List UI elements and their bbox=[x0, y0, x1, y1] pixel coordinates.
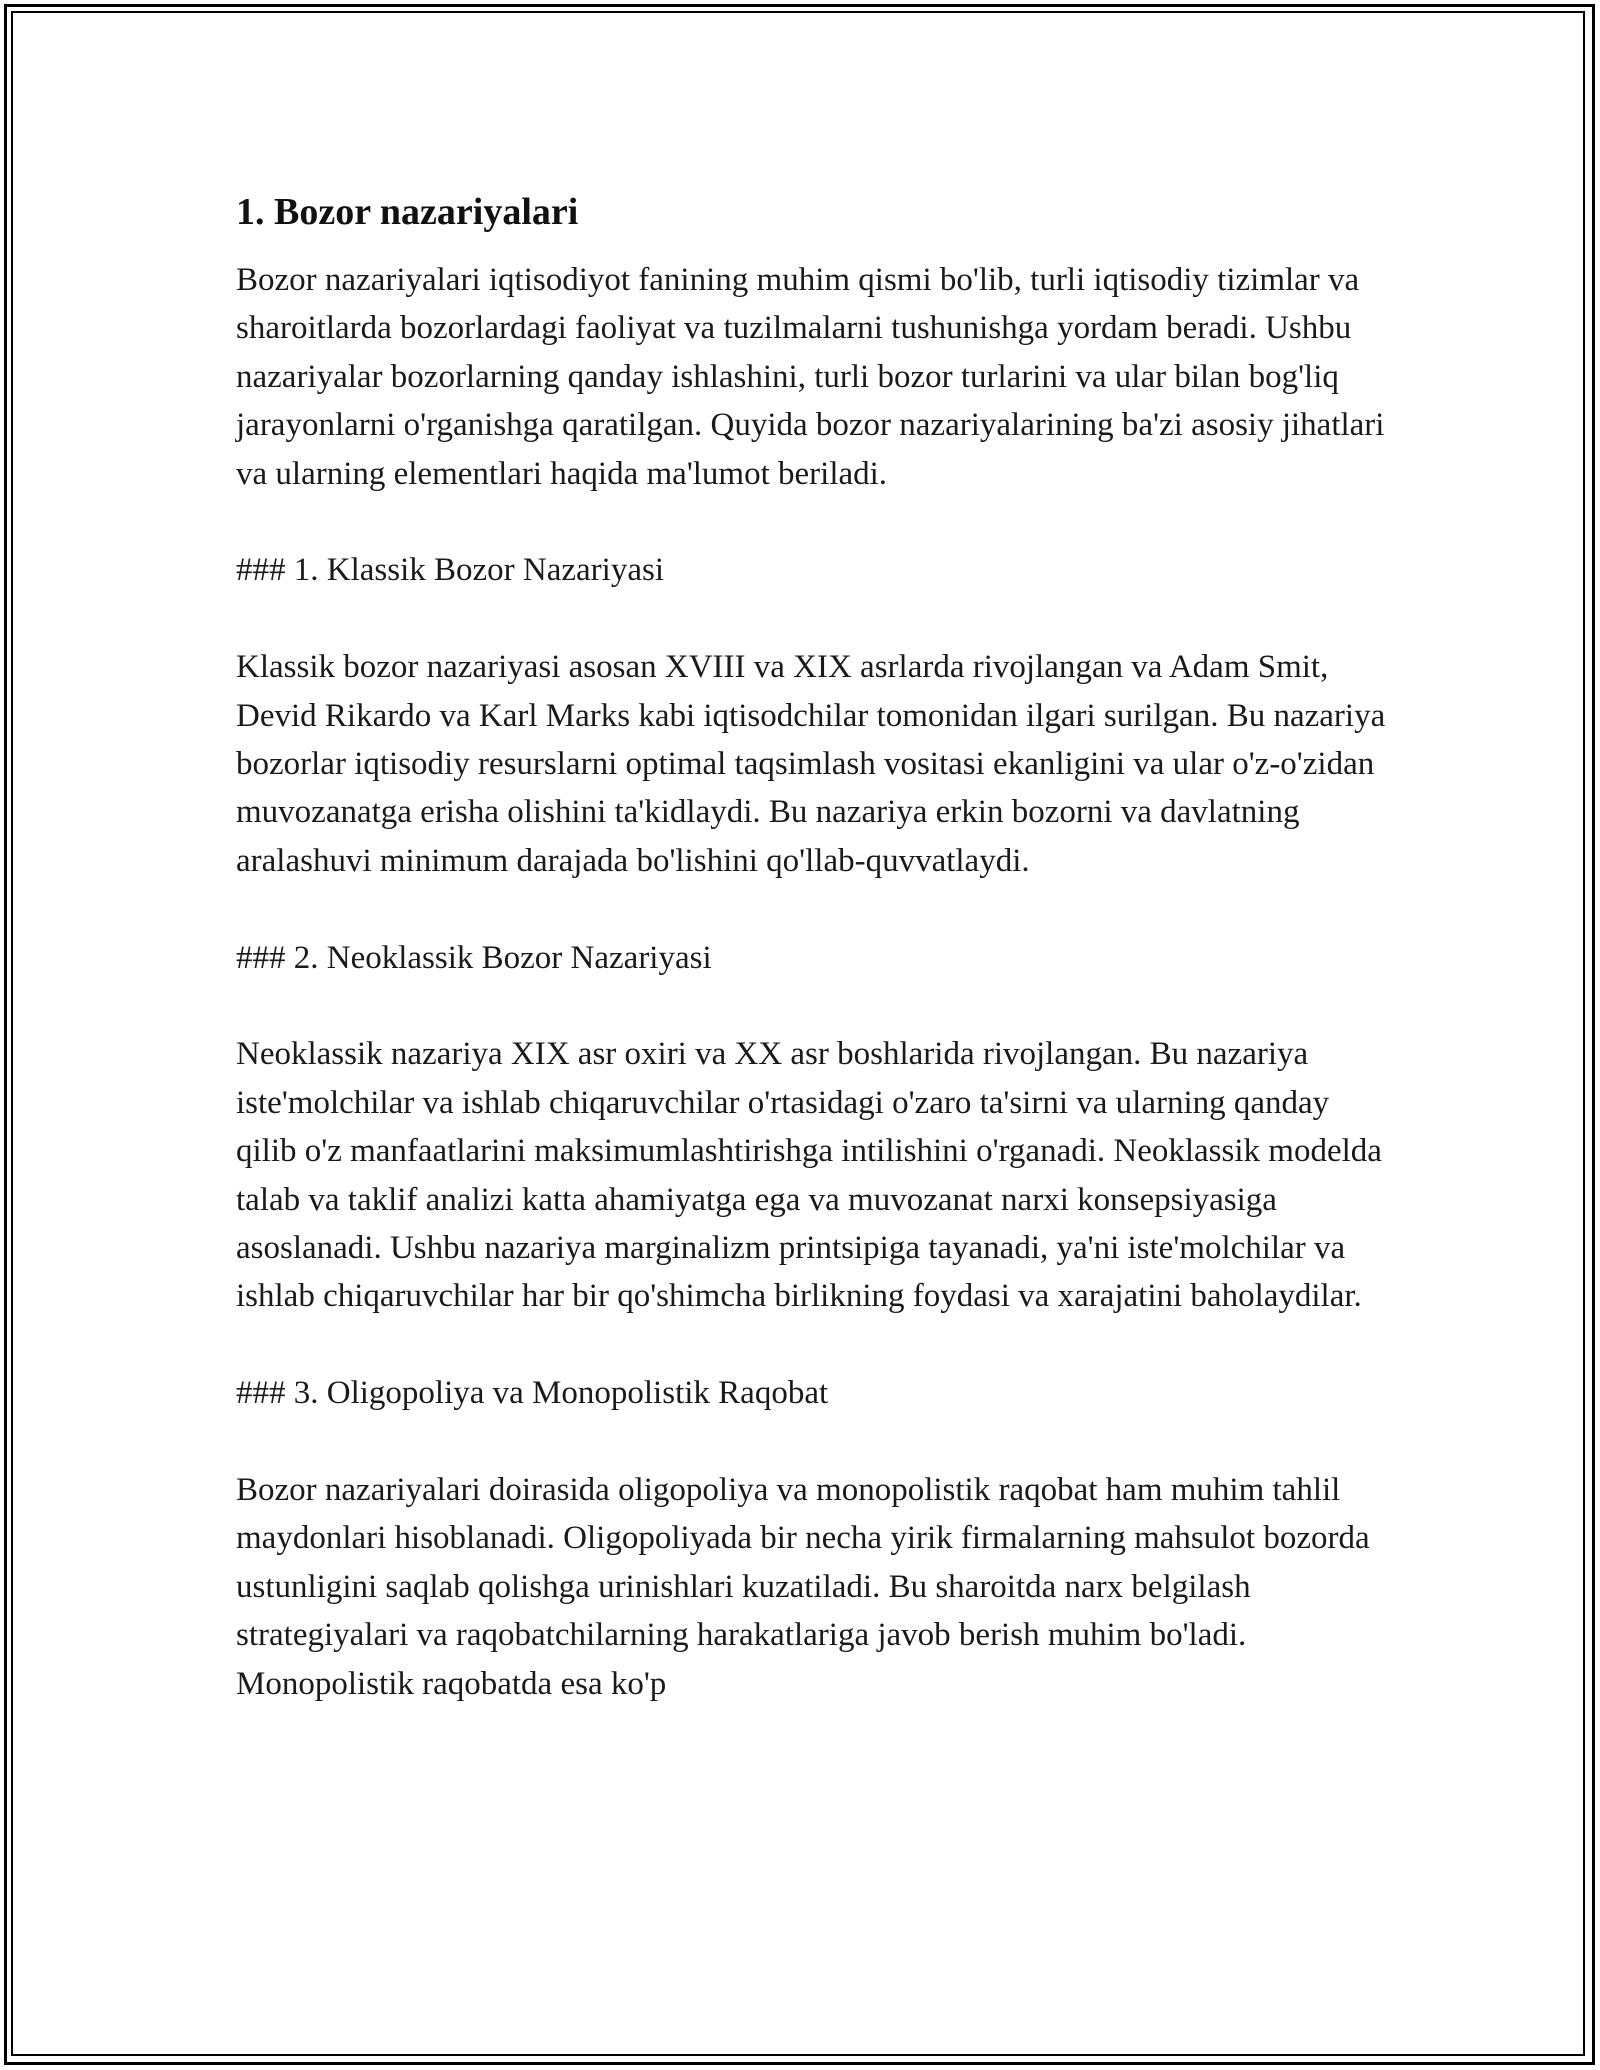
section-body-classical: Klassik bozor nazariyasi asosan XVIII va XIX asrlarda rivojlangan va Adam Smit, Devid Rikardo va Karl Marks kabi iqtisodchilar tomonidan ilgari surilgan. Bu nazariya bozorlar iqtisodiy resurslarni optimal taqsimlash vositasi ekanligini va ular o'z-o'zidan muvozanatga erisha olishini ta'kidlaydi. Bu nazariya erkin bozorni va davlatning aralashuvi minimum darajada bo'lishini qo'llab-quvvatlaydi. bbox=[236, 649, 1386, 879]
section-heading-neoclassical: ### 2. Neoklassik Bozor Nazariyasi bbox=[236, 939, 712, 976]
document-title: 1. Bozor nazariyalari bbox=[236, 191, 579, 233]
section-heading-oligopoly: ### 3. Oligopoliya va Monopolistik Raqobat bbox=[236, 1375, 829, 1412]
section-body-neoclassical: Neoklassik nazariya XIX asr oxiri va XX asr boshlarida rivojlangan. Bu nazariya iste'molchilar va ishlab chiqaruvchilar o'rtasidagi o'zaro ta'sirni va ularning qanday qilib o'z manfaatlarini maksimumlashtirishga intilishini o'rganadi. Neoklassik modelda talab va taklif analizi katta ahamiyatga ega va muvozanat narxi konsepsiyasiga asoslanadi. Ushbu nazariya marginalizm printsipiga tayanadi, ya'ni iste'molchilar va ishlab chiqaruvchilar har bir qo'shimcha birlikning foydasi va xarajatini baholaydilar. bbox=[236, 1036, 1382, 1315]
section-body-oligopoly: Bozor nazariyalari doirasida oligopoliya va monopolistik raqobat ham muhim tahlil maydonlari hisoblanadi. Oligopoliyada bir necha yirik firmalarning mahsulot bozorda ustunligini saqlab qolishga urinishlari kuzatiladi. Bu sharoitda narx belgilash strategiyalari va raqobatchilarning harakatlariga javob berish muhim bo'ladi. Monopolistik raqobatda esa ko'p bbox=[236, 1472, 1370, 1702]
intro-paragraph: Bozor nazariyalari iqtisodiyot fanining muhim qismi bo'lib, turli iqtisodiy tizimlar va sharoitlarda bozorlardagi faoliyat va tuzilmalarni tushunishga yordam beradi. Ushbu nazariyalar bozorlarning qanday ishlashini, turli bozor turlarini va ular bilan bog'liq jarayonlarni o'rganishga qaratilgan. Quyida bozor nazariyalarining ba'zi asosiy jihatlari va ularning elementlari haqida ma'lumot beriladi. bbox=[236, 262, 1385, 492]
document-content bbox=[236, 188, 1386, 1756]
section-heading-classical: ### 1. Klassik Bozor Nazariyasi bbox=[236, 552, 664, 589]
